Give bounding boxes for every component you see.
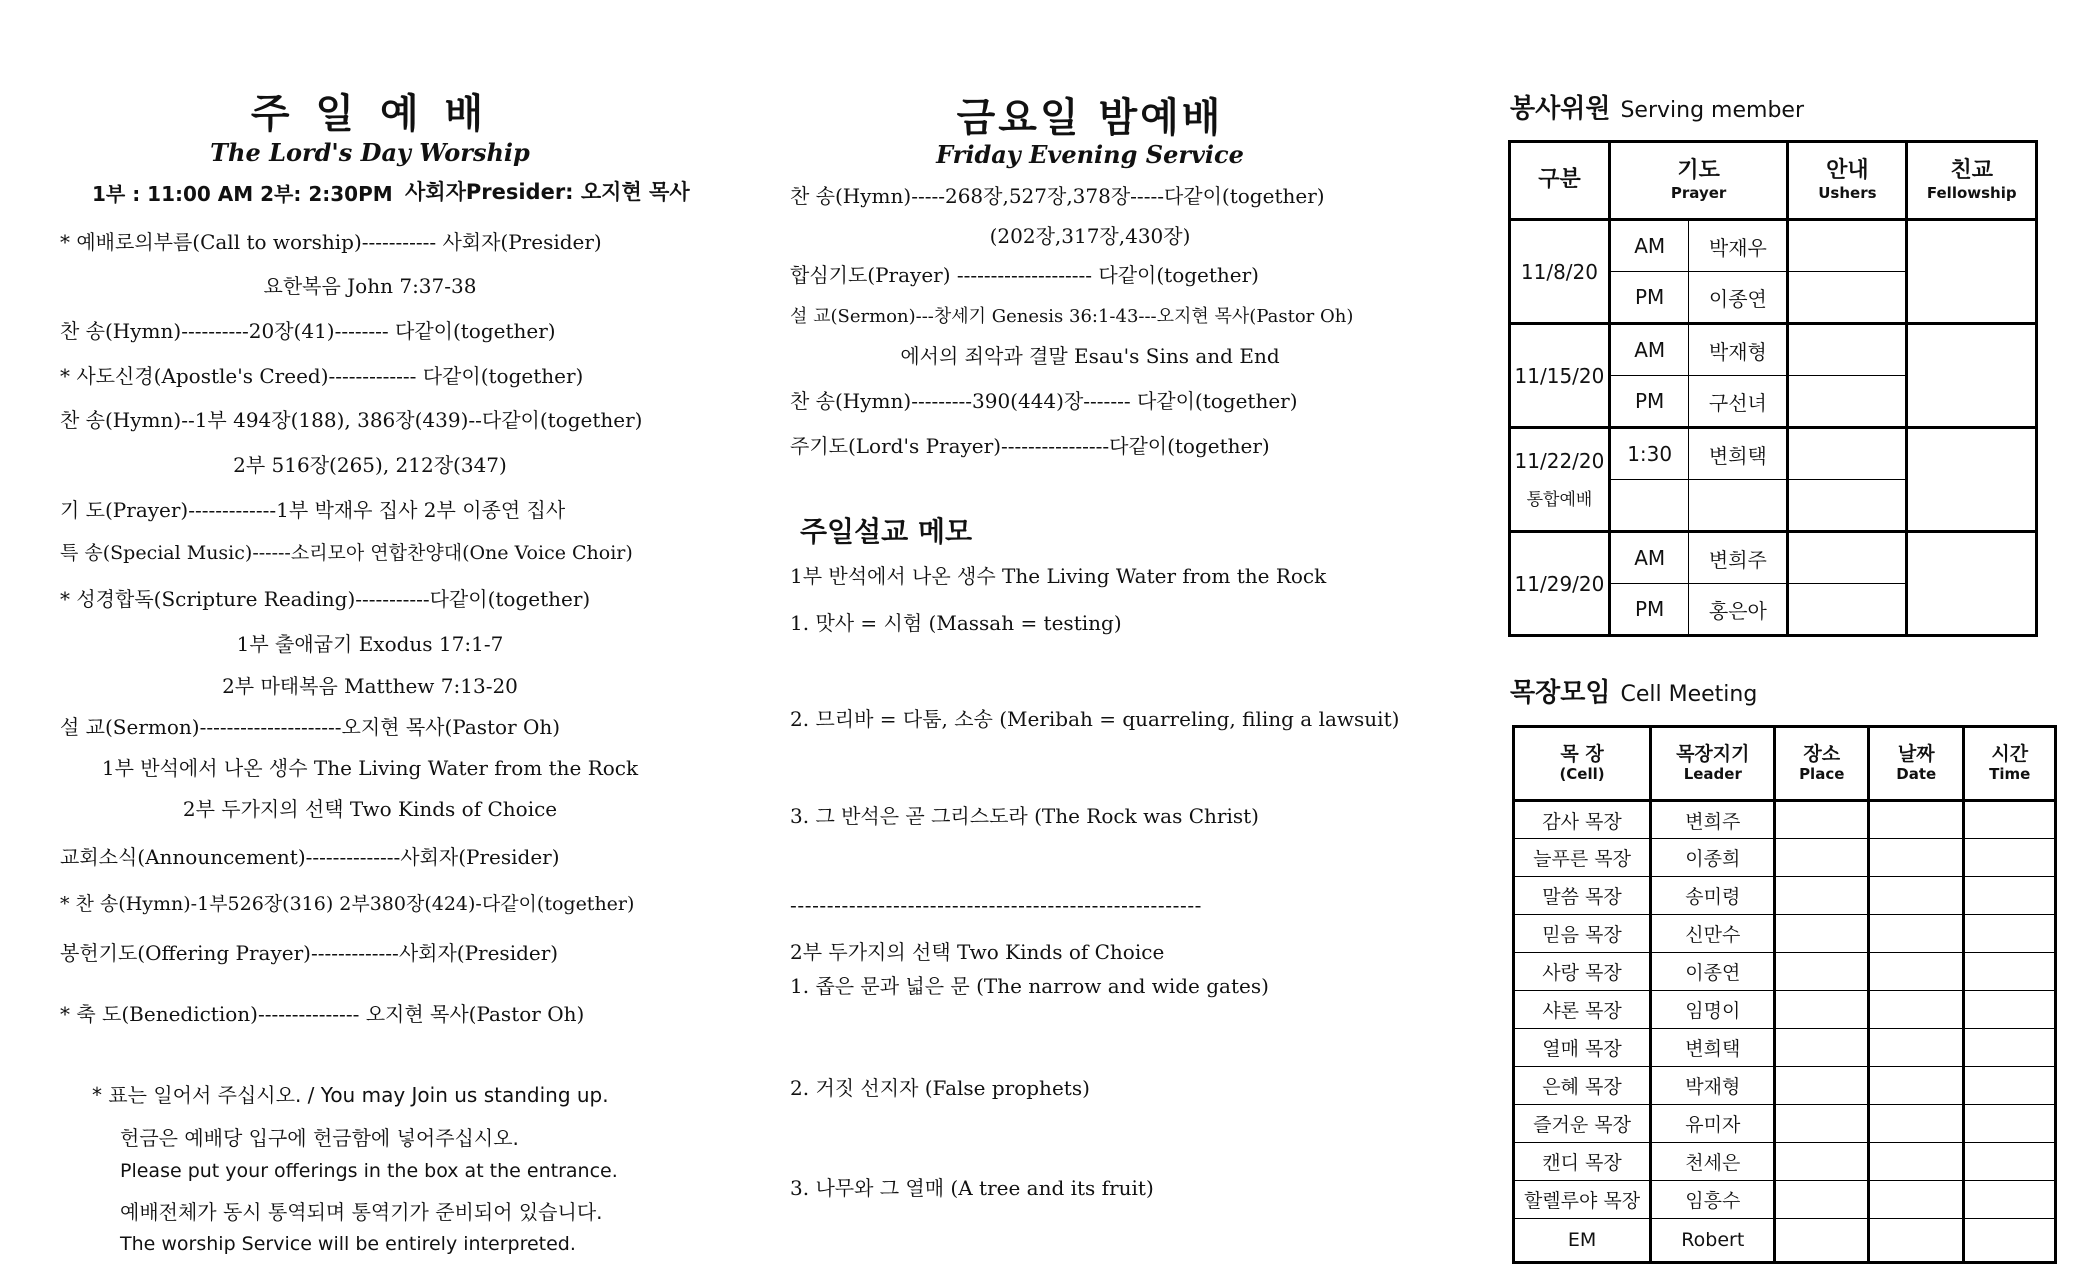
time-cell	[1964, 1067, 2056, 1105]
place-cell	[1775, 1105, 1869, 1143]
time-cell	[1964, 839, 2056, 877]
leader-cell: 이종희	[1651, 839, 1775, 877]
leader-cell: 임흥수	[1651, 1181, 1775, 1219]
name-cell: 변희택	[1689, 428, 1788, 480]
date-cell	[1869, 877, 1964, 915]
time-cell: AM	[1609, 324, 1689, 376]
order-line: 2부 마태복음 Matthew 7:13-20	[222, 674, 518, 698]
header-time: 시간 Time	[1964, 727, 2056, 801]
friday-line: (202장,317장,430장)	[989, 224, 1191, 248]
note-line: The worship Service will be entirely interpreted.	[120, 1233, 576, 1255]
table-row	[1514, 991, 2056, 1029]
date-cell: 11/22/20 통합예배	[1510, 428, 1610, 532]
place-cell	[1775, 801, 1869, 839]
friday-line: 찬 송(Hymn)-----268장,527장,378장-----다같이(together)	[790, 184, 1325, 208]
order-line: 2부 두가지의 선택 Two Kinds of Choice	[182, 797, 558, 821]
ushers-cell	[1788, 532, 1907, 584]
time-cell	[1964, 1181, 2056, 1219]
cell-title-ko: 목장모임	[1510, 678, 1611, 708]
friday-subtitle: Friday Evening Service	[936, 140, 1244, 169]
order-line: 1부 출애굽기 Exodus 17:1-7	[236, 632, 504, 656]
friday-line: 에서의 죄악과 결말 Esau's Sins and End	[900, 344, 1280, 368]
table-row	[1514, 1105, 2056, 1143]
place-cell	[1775, 1067, 1869, 1105]
date-cell	[1869, 1143, 1964, 1181]
place-cell	[1775, 1219, 1869, 1263]
sunday-worship-column	[60, 0, 690, 1275]
time-cell	[1964, 991, 2056, 1029]
note-line: 예배전체가 동시 통역되며 통역기가 준비되어 있습니다.	[120, 1200, 603, 1224]
time-cell: PM	[1609, 272, 1689, 324]
note-line: Please put your offerings in the box at the entrance.	[120, 1160, 618, 1182]
table-row	[1514, 1143, 2056, 1181]
header-ushers: 안내 Ushers	[1788, 142, 1907, 220]
leader-cell: 변희택	[1651, 1029, 1775, 1067]
place-cell	[1775, 915, 1869, 953]
ushers-cell	[1788, 480, 1907, 532]
place-cell	[1775, 877, 1869, 915]
table-row	[1514, 1181, 2056, 1219]
friday-title: 금요일 밤예배	[956, 95, 1224, 141]
name-cell: 박재우	[1689, 220, 1788, 272]
leader-cell: Robert	[1651, 1219, 1775, 1263]
name-cell: 박재형	[1689, 324, 1788, 376]
name-cell: 이종연	[1689, 272, 1788, 324]
friday-memo-column	[790, 0, 1400, 1275]
table-row	[1514, 1219, 2056, 1263]
leader-cell: 유미자	[1651, 1105, 1775, 1143]
sunday-title: 주 일 예 배	[250, 91, 490, 137]
header-prayer: 기도 Prayer	[1609, 142, 1787, 220]
ushers-cell	[1788, 376, 1907, 428]
date-extra: 통합예배	[1526, 490, 1593, 510]
note-line: 헌금은 예배당 입구에 헌금함에 넣어주십시오.	[120, 1126, 519, 1150]
time-cell	[1964, 953, 2056, 991]
place-cell	[1775, 1143, 1869, 1181]
serving-section-title	[1510, 88, 1804, 125]
cell-name-cell: 캔디 목장	[1514, 1143, 1651, 1181]
name-cell: 홍은아	[1689, 584, 1788, 636]
memo-line: 1. 좁은 문과 넓은 문 (The narrow and wide gates)	[790, 974, 1269, 998]
cell-name-cell: 감사 목장	[1514, 801, 1651, 839]
serving-title-ko: 봉사위원	[1510, 94, 1611, 124]
leader-cell: 천세은	[1651, 1143, 1775, 1181]
header-date: 날짜 Date	[1869, 727, 1964, 801]
cell-name-cell: 사랑 목장	[1514, 953, 1651, 991]
service-times: 1부 : 11:00 AM 2부: 2:30PM	[92, 182, 393, 206]
leader-cell: 송미령	[1651, 877, 1775, 915]
cell-meeting-table	[1512, 725, 2057, 1264]
cell-name-cell: 말씀 목장	[1514, 877, 1651, 915]
memo-line: 1. 맛사 = 시험 (Massah = testing)	[790, 611, 1122, 635]
date-cell: 11/29/20	[1510, 532, 1610, 636]
cell-name-cell: 즐거운 목장	[1514, 1105, 1651, 1143]
name-cell: 변희주	[1689, 532, 1788, 584]
memo-line: 2. 므리바 = 다툼, 소송 (Meribah = quarreling, filing a lawsuit)	[790, 707, 1400, 731]
fellowship-cell	[1907, 220, 2037, 324]
cell-name-cell: 열매 목장	[1514, 1029, 1651, 1067]
table-row	[1514, 953, 2056, 991]
order-line: 기 도(Prayer)-------------1부 박재우 집사 2부 이종연 집사	[60, 498, 566, 522]
memo-divider: --------------------------------------------------------	[790, 893, 1203, 917]
date-cell: 11/8/20	[1510, 220, 1610, 324]
order-line: * 예배로의부름(Call to worship)----------- 사회자(Presider)	[60, 230, 602, 254]
time-cell	[1964, 1105, 2056, 1143]
order-line: 찬 송(Hymn)----------20장(41)-------- 다같이(together)	[60, 319, 556, 343]
note-line: * 표는 일어서 주십시오. / You may Join us standing up.	[92, 1083, 609, 1107]
order-line: 설 교(Sermon)---------------------오지현 목사(Pastor Oh)	[60, 715, 561, 739]
date-cell	[1869, 1067, 1964, 1105]
friday-line: 찬 송(Hymn)---------390(444)장------- 다같이(together)	[790, 389, 1298, 413]
header-category: 구분	[1510, 142, 1610, 220]
fellowship-cell	[1907, 324, 2037, 428]
cell-section-title	[1510, 672, 1757, 709]
leader-cell: 임명이	[1651, 991, 1775, 1029]
header-leader: 목장지기 Leader	[1651, 727, 1775, 801]
time-cell	[1964, 1219, 2056, 1263]
order-line: 요한복음 John 7:37-38	[263, 274, 477, 298]
date-cell	[1869, 1181, 1964, 1219]
header-cell: 목 장 (Cell)	[1514, 727, 1651, 801]
table-row	[1514, 1029, 2056, 1067]
time-cell: 1:30	[1609, 428, 1689, 480]
date-cell	[1869, 839, 1964, 877]
leader-cell: 변희주	[1651, 801, 1775, 839]
cell-name-cell: 늘푸른 목장	[1514, 839, 1651, 877]
ushers-cell	[1788, 220, 1907, 272]
cell-name-cell: 할렐루야 목장	[1514, 1181, 1651, 1219]
tables-column	[1500, 0, 2080, 1275]
time-cell	[1964, 1143, 2056, 1181]
place-cell	[1775, 839, 1869, 877]
time-cell	[1609, 480, 1689, 532]
table-row	[1514, 1067, 2056, 1105]
time-cell	[1964, 1029, 2056, 1067]
ushers-cell	[1788, 324, 1907, 376]
time-cell: PM	[1609, 376, 1689, 428]
time-cell	[1964, 801, 2056, 839]
leader-cell: 박재형	[1651, 1067, 1775, 1105]
fellowship-cell	[1907, 532, 2037, 636]
ushers-cell	[1788, 584, 1907, 636]
time-cell: PM	[1609, 584, 1689, 636]
cell-name-cell: EM	[1514, 1219, 1651, 1263]
date-cell: 11/15/20	[1510, 324, 1610, 428]
place-cell	[1775, 991, 1869, 1029]
sunday-subtitle: The Lord's Day Worship	[210, 138, 530, 167]
serving-title-en: Serving member	[1620, 98, 1804, 123]
place-cell	[1775, 1029, 1869, 1067]
memo-line: 2부 두가지의 선택 Two Kinds of Choice	[790, 940, 1165, 964]
place-cell	[1775, 953, 1869, 991]
name-cell	[1689, 480, 1788, 532]
leader-cell: 이종연	[1651, 953, 1775, 991]
memo-line: 1부 반석에서 나온 생수 The Living Water from the Rock	[790, 564, 1327, 588]
ushers-cell	[1788, 428, 1907, 480]
order-line: * 성경합독(Scripture Reading)-----------다같이(together)	[60, 587, 591, 611]
time-cell	[1964, 915, 2056, 953]
order-line: 교회소식(Announcement)--------------사회자(Presider)	[60, 845, 560, 869]
table-row	[1514, 915, 2056, 953]
place-cell	[1775, 1181, 1869, 1219]
memo-line: 3. 그 반석은 곧 그리스도라 (The Rock was Christ)	[790, 804, 1259, 828]
order-line: * 찬 송(Hymn)-1부526장(316) 2부380장(424)-다같이(together)	[60, 893, 635, 915]
time-cell: AM	[1609, 220, 1689, 272]
time-cell: AM	[1609, 532, 1689, 584]
table-row	[1514, 877, 2056, 915]
memo-title: 주일설교 메모	[800, 515, 973, 548]
friday-line: 설 교(Sermon)---창세기 Genesis 36:1-43---오지현 목사(Pastor Oh)	[790, 306, 1354, 327]
date-cell	[1869, 991, 1964, 1029]
serving-table	[1508, 140, 2038, 637]
order-line: 특 송(Special Music)------소리모아 연합찬양대(One Voice Choir)	[60, 542, 633, 564]
date-cell	[1869, 1105, 1964, 1143]
table-row	[1514, 839, 2056, 877]
friday-line: 합심기도(Prayer) -------------------- 다같이(together)	[790, 263, 1259, 287]
order-line: * 축 도(Benediction)--------------- 오지현 목사(Pastor Oh)	[60, 1002, 585, 1026]
cell-name-cell: 은혜 목장	[1514, 1067, 1651, 1105]
cell-title-en: Cell Meeting	[1620, 682, 1758, 707]
friday-line: 주기도(Lord's Prayer)----------------다같이(together)	[790, 434, 1270, 458]
order-line: * 사도신경(Apostle's Creed)------------- 다같이(together)	[60, 364, 584, 388]
header-fellowship: 친교 Fellowship	[1907, 142, 2037, 220]
date-cell	[1869, 953, 1964, 991]
memo-line: 2. 거짓 선지자 (False prophets)	[790, 1076, 1090, 1100]
table-row	[1514, 801, 2056, 839]
date-cell	[1869, 1029, 1964, 1067]
order-line: 2부 516장(265), 212장(347)	[233, 453, 507, 477]
fellowship-cell	[1907, 428, 2037, 532]
ushers-cell	[1788, 272, 1907, 324]
date-cell	[1869, 1219, 1964, 1263]
leader-cell: 신만수	[1651, 915, 1775, 953]
cell-table-body	[1514, 801, 2056, 1263]
order-line: 찬 송(Hymn)--1부 494장(188), 386장(439)--다같이(together)	[60, 408, 643, 432]
cell-name-cell: 샤론 목장	[1514, 991, 1651, 1029]
order-line: 1부 반석에서 나온 생수 The Living Water from the Rock	[101, 756, 639, 780]
date-cell	[1869, 915, 1964, 953]
memo-line: 3. 나무와 그 열매 (A tree and its fruit)	[790, 1176, 1154, 1200]
header-place: 장소 Place	[1775, 727, 1869, 801]
cell-name-cell: 믿음 목장	[1514, 915, 1651, 953]
order-line: 봉헌기도(Offering Prayer)-------------사회자(Presider)	[60, 941, 559, 965]
date-cell	[1869, 801, 1964, 839]
presider: 사회자Presider: 오지현 목사	[405, 180, 690, 204]
name-cell: 구선녀	[1689, 376, 1788, 428]
time-cell	[1964, 877, 2056, 915]
